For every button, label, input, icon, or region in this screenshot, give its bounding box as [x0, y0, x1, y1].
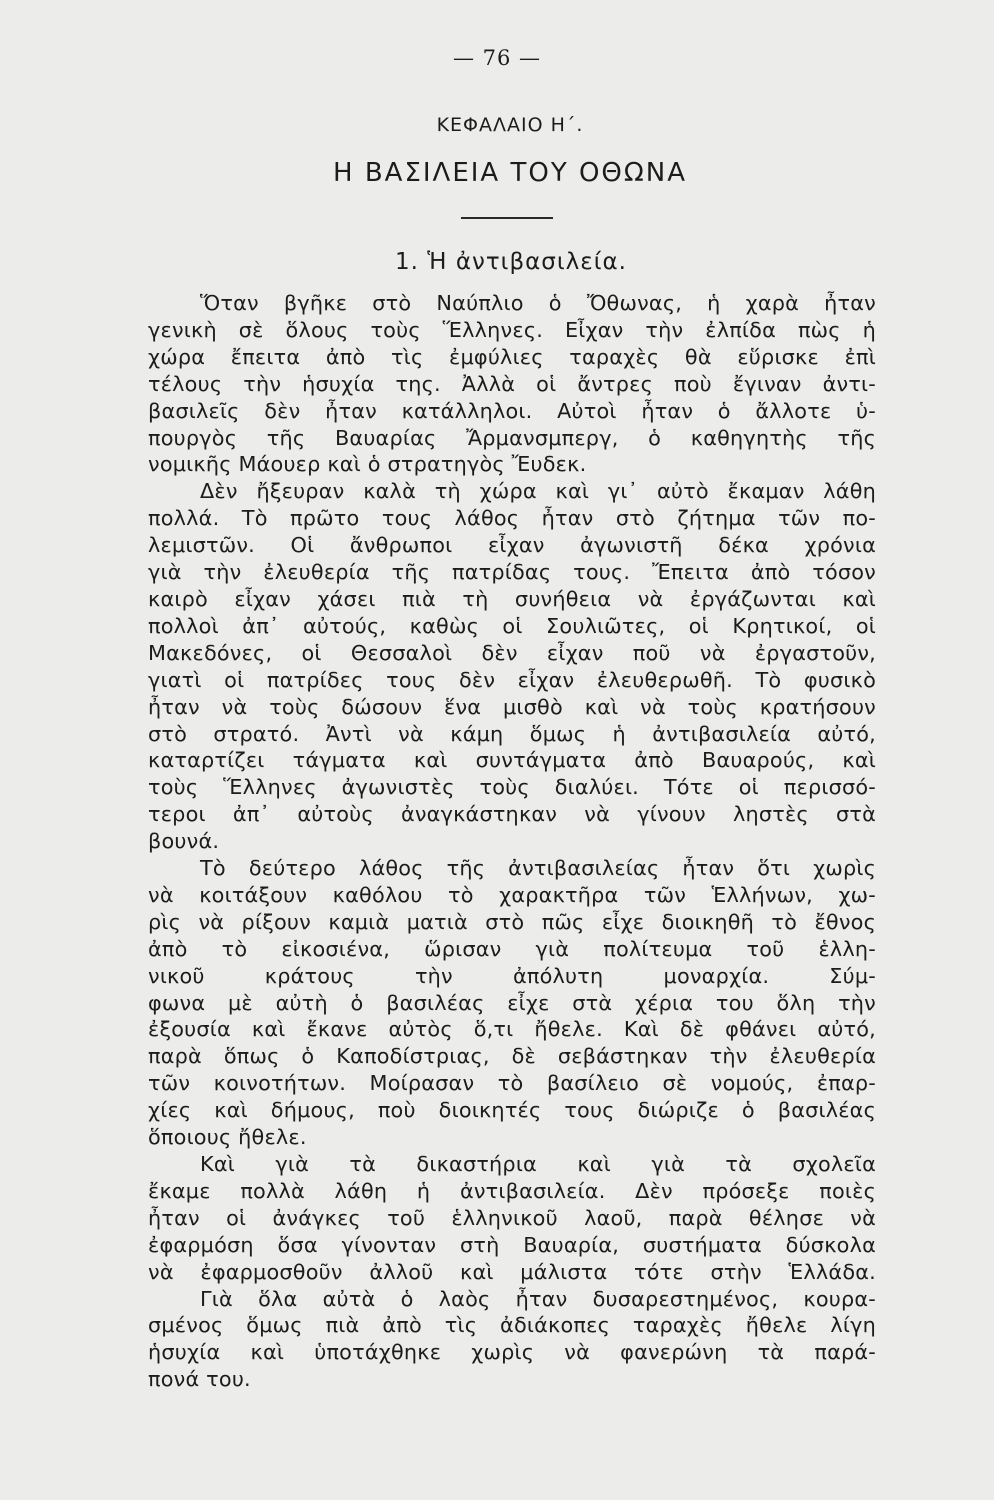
body-text [148, 290, 876, 1393]
text-line: Καὶ γιὰ τὰ δικαστήρια καὶ γιὰ τὰ σχολεῖα [200, 1152, 876, 1176]
text-line: καιρὸ εἶχαν χάσει πιὰ τὴ συνήθεια νὰ ἐργάζωνται καὶ [148, 586, 876, 611]
text-line: γενικὴ σὲ ὅλους τοὺς Ἕλληνες. Εἶχαν τὴν ἐλπίδα πὼς ἡ [148, 317, 876, 342]
text-line: βασιλεῖς δὲν ἦταν κατάλληλοι. Αὐτοὶ ἦταν ὁ ἄλλοτε ὑ- [148, 398, 876, 423]
text-line: ἐφαρμόση ὅσα γίνονταν στὴ Βαυαρία, συστήματα δύσκολα [148, 1232, 876, 1257]
text-line: Τὸ δεύτερο λάθος τῆς ἀντιβασιλείας ἦταν ὅτι χωρὶς [200, 856, 876, 881]
text-line: Μακεδόνες, οἱ Θεσσαλοὶ δὲν εἶχαν ποῦ νὰ ἐργαστοῦν, [148, 640, 876, 665]
text-line: ἡσυχία καὶ ὑποτάχθηκε χωρὶς νὰ φανερώνη τὰ παρά- [148, 1340, 876, 1365]
text-line: πονά του. [148, 1367, 251, 1392]
text-line: πολλά. Τὸ πρῶτο τους λάθος ἦταν στὸ ζήτημα τῶν πο- [148, 506, 876, 531]
text-line: τοὺς Ἕλληνες ἀγωνιστὲς τοὺς διαλύει. Τότε οἱ περισσό- [148, 775, 876, 800]
text-line: χώρα ἔπειτα ἀπὸ τὶς ἐμφύλιες ταραχὲς θὰ εὕρισκε ἐπὶ [148, 344, 876, 369]
text-line: καταρτίζει τάγματα καὶ συντάγματα ἀπὸ Βαυαρούς, καὶ [148, 748, 876, 773]
text-line: νομικῆς Μάουερ καὶ ὁ στρατηγὸς Ἔυδεκ. [148, 452, 587, 477]
text-line: φωνα μὲ αὐτὴ ὁ βασιλέας εἶχε στὰ χέρια του ὅλη τὴν [148, 990, 876, 1015]
text-line: Δὲν ἤξευραν καλὰ τὴ χώρα καὶ γι᾿ αὐτὸ ἔκαμαν λάθη [200, 479, 876, 504]
text-line: παρὰ ὅπως ὁ Καποδίστριας, δὲ σεβάστηκαν τὴν ἐλευθερία [148, 1044, 876, 1069]
text-line: ἦταν νὰ τοὺς δώσουν ἕνα μισθὸ καὶ νὰ τοὺς κρατήσουν [148, 694, 876, 719]
text-line: Ὅταν βγῆκε στὸ Ναύπλιο ὁ Ὄθωνας, ἡ χαρὰ ἦταν [200, 291, 876, 315]
text-line: ἦταν οἱ ἀνάγκες τοῦ ἑλληνικοῦ λαοῦ, παρὰ θέλησε νὰ [148, 1205, 876, 1230]
text-line: ἀπὸ τὸ εἰκοσιένα, ὥρισαν γιὰ πολίτευμα τοῦ ἑλλη- [148, 936, 876, 961]
text-line: γιὰ τὴν ἐλευθερία τῆς πατρίδας τους. Ἔπειτα ἀπὸ τόσον [148, 560, 876, 585]
text-line: τέλους τὴν ἡσυχία της. Ἀλλὰ οἱ ἄντρες ποὺ ἔγιναν ἀντι- [148, 371, 876, 396]
text-line: ρὶς νὰ ρίξουν καμιὰ ματιὰ στὸ πῶς εἶχε διοικηθῆ τὸ ἔθνος [148, 909, 876, 934]
title-divider [461, 217, 553, 219]
page-number: — 76 — [452, 46, 542, 70]
text-line: ὅποιους ἤθελε. [148, 1125, 307, 1150]
text-line: χίες καὶ δήμους, ποὺ διοικητές τους διώριζε ὁ βασιλέας [148, 1098, 876, 1123]
text-line: τῶν κοινοτήτων. Μοίρασαν τὸ βασίλειο σὲ νομούς, ἐπαρ- [148, 1071, 876, 1096]
text-line: πολλοὶ ἀπ᾿ αὐτούς, καθὼς οἱ Σουλιῶτες, οἱ Κρητικοί, οἱ [148, 613, 876, 638]
text-line: σμένος ὅμως πιὰ ἀπὸ τὶς ἀδιάκοπες ταραχὲς ἤθελε λίγη [148, 1313, 876, 1338]
text-line: στὸ στρατό. Ἀντὶ νὰ κάμη ὅμως ἡ ἀντιβασιλεία αὐτό, [148, 721, 876, 746]
text-line: τεροι ἀπ᾿ αὐτοὺς ἀναγκάστηκαν νὰ γίνουν ληστὲς στὰ [148, 802, 876, 827]
chapter-title: Η ΒΑΣΙΛΕΙΑ ΤΟΥ ΟΘΩΝΑ [333, 158, 687, 188]
text-line: νὰ κοιτάξουν καθόλου τὸ χαρακτῆρα τῶν Ἑλλήνων, χω- [148, 882, 876, 907]
text-line: ἐξουσία καὶ ἔκανε αὐτὸς ὅ,τι ἤθελε. Καὶ δὲ φθάνει αὐτό, [148, 1017, 876, 1042]
section-heading: 1. Ἡ ἀντιβασιλεία. [395, 249, 627, 275]
text-line: γιατὶ οἱ πατρίδες τους δὲν εἶχαν ἐλευθερωθῆ. Τὸ φυσικὸ [148, 667, 876, 692]
text-line: ἔκαμε πολλὰ λάθη ἡ ἀντιβασιλεία. Δὲν πρόσεξε ποιὲς [148, 1178, 876, 1203]
text-line: βουνά. [148, 829, 220, 854]
text-line: Γιὰ ὅλα αὐτὰ ὁ λαὸς ἦταν δυσαρεστημένος, κουρα- [200, 1286, 876, 1311]
chapter-label: ΚΕΦΑΛΑΙΟ Η΄. [436, 114, 584, 136]
text-line: λεμιστῶν. Οἱ ἄνθρωποι εἶχαν ἀγωνιστῆ δέκα χρόνια [148, 533, 876, 558]
text-line: πουργὸς τῆς Βαυαρίας Ἄρμανσμπεργ, ὁ καθηγητὴς τῆς [148, 425, 876, 450]
text-line: νὰ ἐφαρμοσθοῦν ἀλλοῦ καὶ μάλιστα τότε στὴν Ἑλλάδα. [148, 1259, 876, 1284]
text-line: νικοῦ κράτους τὴν ἀπόλυτη μοναρχία. Σύμ- [148, 963, 876, 988]
